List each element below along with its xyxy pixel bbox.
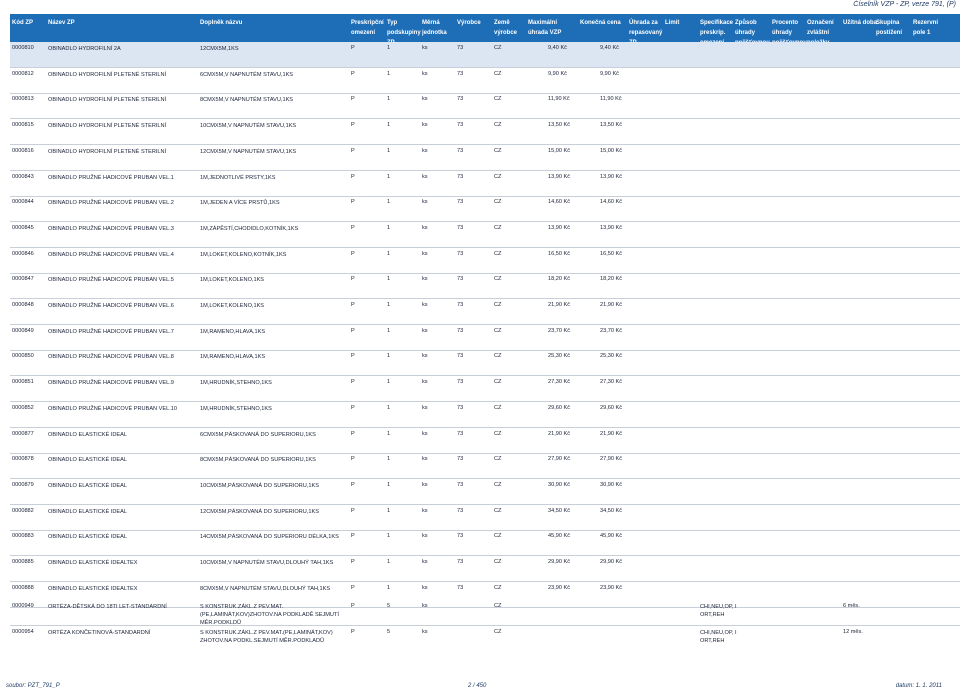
header-typ: Typ podskupiny [387, 20, 421, 36]
cell-zeme: CZ [494, 173, 502, 180]
table-row [10, 196, 960, 221]
footer-page-number: 2 / 450 [468, 683, 487, 689]
cell-doplnek: 1M,RAMENO,HLAVA,1KS [200, 328, 266, 335]
cell-typ: 1 [387, 430, 391, 437]
cell-maxuhrada: 23,70 Kč [548, 327, 571, 334]
cell-presk: P [351, 481, 355, 488]
cell-cena: 30,90 Kč [600, 481, 623, 488]
cell-vyrobce: 73 [457, 379, 464, 386]
cell-doplnek: 8CMX5M,V NAPNUTÉM STAVU,1KS [200, 97, 294, 104]
cell-typ: 1 [387, 584, 391, 591]
cell-mj: ks [422, 302, 428, 308]
cell-cena: 27,90 Kč [600, 456, 623, 463]
cell-zeme: CZ [494, 379, 502, 386]
cell-vyrobce: 73 [457, 456, 464, 463]
cell-kod: 0000852 [12, 404, 34, 411]
cell-typ: 1 [387, 481, 391, 488]
cell-doplnek: 1M,LOKET,KOLENO,1KS [200, 277, 265, 284]
cell-mj: ks [422, 276, 428, 283]
table-row [10, 145, 960, 170]
table-row [10, 453, 960, 478]
cell-vyrobce: 73 [457, 430, 464, 437]
cell-nazev: OBINADLO ELASTICKÉ IDEALTEX [48, 560, 138, 566]
cell-mj: ks [422, 603, 428, 609]
cell-typ: 5 [387, 629, 391, 635]
cell-zeme: CZ [494, 404, 502, 411]
cell-typ: 1 [387, 559, 391, 565]
cell-maxuhrada: 29,60 Kč [548, 404, 571, 411]
cell-nazev: OBINADLO PRUŽNÉ HADICOVÉ PRUBAN VEL.3 [48, 225, 174, 232]
cell-presk: P [351, 327, 355, 334]
cell-typ: 1 [387, 70, 391, 77]
cell-vyrobce: 73 [457, 507, 464, 514]
table-row [10, 505, 960, 530]
cell-cena: 13,90 Kč [600, 173, 623, 180]
cell-doplnek: 1M,RAMENO,HLAVA,1KS [200, 354, 266, 361]
cell-presk: P [351, 456, 355, 463]
cell-cena: 9,90 Kč [600, 70, 619, 77]
cell-doplnek: S KONSTRUK.ZÁKL.Z PEV.MAT.(PE,LAMINÁT,KOV) ZHOTOV.NA PODKL.SEJMUTÍ MĚR.PODKLADŮ [200, 630, 333, 644]
cell-uzitna: 6 měs. [843, 603, 860, 609]
cell-kod: 0000878 [12, 456, 34, 463]
cell-kod: 0000843 [12, 173, 34, 180]
cell-cena: 34,50 Kč [600, 507, 623, 514]
cell-kod: 0000954 [12, 629, 34, 635]
cell-cena: 45,90 Kč [600, 533, 623, 540]
cell-maxuhrada: 21,90 Kč [548, 430, 571, 437]
cell-cena: 18,20 Kč [600, 276, 623, 283]
cell-kod: 0000883 [12, 533, 34, 540]
cell-typ: 1 [387, 122, 391, 129]
cell-doplnek: 1M,JEDEN A VÍCE PRSTŮ,1KS [200, 200, 280, 207]
cell-cena: 23,70 Kč [600, 327, 623, 334]
cell-nazev: OBINADLO HYDROFILNÍ 2A [48, 46, 121, 52]
table-row [10, 530, 960, 555]
cell-nazev: OBINADLO PRUŽNÉ HADICOVÉ PRUBAN VEL.1 [48, 174, 174, 181]
table-row [10, 402, 960, 427]
cell-typ: 1 [387, 302, 391, 308]
cell-maxuhrada: 14,60 Kč [548, 199, 571, 206]
cell-maxuhrada: 21,90 Kč [548, 302, 571, 308]
cell-cena: 25,30 Kč [600, 353, 623, 360]
cell-maxuhrada: 9,90 Kč [548, 70, 567, 77]
cell-kod: 0000879 [12, 481, 34, 488]
table-row [10, 171, 960, 196]
cell-kod: 0000885 [12, 559, 34, 565]
cell-vyrobce: 73 [457, 302, 464, 308]
cell-typ: 1 [387, 404, 391, 411]
cell-zeme: CZ [494, 70, 502, 77]
cell-zeme: CZ [494, 199, 502, 206]
cell-typ: 1 [387, 147, 391, 154]
cell-mj: ks [422, 96, 428, 103]
cell-zeme: CZ [494, 603, 502, 609]
footer-file: soubor: PZT_791_P [6, 683, 60, 689]
table-header [10, 14, 960, 42]
cell-presk: P [351, 302, 355, 308]
cell-mj: ks [422, 379, 428, 386]
cell-zeme: CZ [494, 45, 502, 51]
table-row [10, 376, 960, 401]
cell-zeme: CZ [494, 456, 502, 463]
cell-kod: 0000882 [12, 507, 34, 514]
cell-doplnek: 10CMX5M,V NAPNUTÉM STAVU,DLOUHÝ TAH,1KS [200, 560, 334, 566]
cell-maxuhrada: 18,20 Kč [548, 276, 571, 283]
cell-maxuhrada: 25,30 Kč [548, 353, 571, 360]
cell-zeme: CZ [494, 353, 502, 360]
cell-cena: 13,90 Kč [600, 224, 623, 231]
table-row [10, 325, 960, 350]
cell-zeme: CZ [494, 302, 502, 308]
header-specifikace: Specifikace preskrip. [700, 20, 734, 36]
cell-zeme: CZ [494, 533, 502, 540]
cell-cena: 23,90 Kč [600, 584, 623, 591]
cell-nazev: OBINADLO HYDROFILNÍ PLETENÉ STERILNÍ [48, 148, 167, 155]
header-uzitna-doba: Užitná doba [843, 20, 877, 26]
cell-kod: 0000846 [12, 250, 34, 257]
header-zeme: Země výrobce [494, 20, 518, 36]
cell-vyrobce: 73 [457, 559, 464, 565]
cell-nazev: OBINADLO HYDROFILNÍ PLETENÉ STERILNÍ [48, 123, 167, 130]
cell-doplnek: 1M,LOKET,KOLENO,KOTNÍK,1KS [200, 251, 287, 258]
table-row [10, 222, 960, 247]
cell-nazev: OBINADLO PRUŽNÉ HADICOVÉ PRUBAN VEL.10 [48, 405, 178, 412]
cell-mj: ks [422, 430, 428, 437]
cell-vyrobce: 73 [457, 96, 464, 103]
cell-maxuhrada: 13,90 Kč [548, 173, 571, 180]
cell-vyrobce: 73 [457, 404, 464, 411]
cell-kod: 0000877 [12, 430, 34, 437]
cell-typ: 1 [387, 96, 391, 103]
cell-nazev: OBINADLO HYDROFILNÍ PLETENÉ STERILNÍ [48, 71, 167, 78]
cell-mj: ks [422, 481, 428, 488]
cell-zeme: CZ [494, 430, 502, 437]
cell-vyrobce: 73 [457, 327, 464, 334]
cell-spec: CHI,NEU,OP, I ORT,REH [700, 630, 737, 644]
cell-nazev: OBINADLO PRUŽNÉ HADICOVÉ PRUBAN VEL.8 [48, 354, 174, 361]
cell-cena: 11,90 Kč [600, 96, 622, 103]
header-skupina: Skupina postižení [876, 20, 903, 36]
cell-typ: 1 [387, 379, 391, 386]
cell-doplnek: 12CMX5M,1KS [200, 46, 239, 52]
cell-typ: 1 [387, 456, 391, 463]
cell-presk: P [351, 173, 355, 180]
header-uhrada-repas: Úhrada za repasovaný [629, 20, 663, 36]
cell-nazev: ORTÉZA KONČETINOVÁ-STANDARDNÍ [48, 630, 151, 636]
cell-nazev: ORTÉZA-DĚTSKÁ DO 18TI LET-STANDARDNÍ [48, 604, 167, 610]
header-merna-jednotka: Měrná jednotka [422, 20, 447, 36]
cell-doplnek: 1M,HRUDNÍK,STEHNO,1KS [200, 405, 272, 412]
cell-typ: 1 [387, 507, 391, 514]
cell-typ: 1 [387, 173, 391, 180]
cell-nazev: OBINADLO ELASTICKÉ IDEALTEX [48, 585, 138, 592]
footer-date: datum: 1. 1. 2011 [895, 683, 942, 689]
cell-presk: P [351, 584, 355, 591]
cell-nazev: OBINADLO PRUŽNÉ HADICOVÉ PRUBAN VEL.5 [48, 277, 174, 284]
cell-zeme: CZ [494, 481, 502, 488]
cell-maxuhrada: 45,90 Kč [548, 533, 571, 540]
header-zpusob-uhrady: Způsob úhrady [735, 20, 757, 36]
cell-vyrobce: 73 [457, 353, 464, 360]
cell-cena: 29,60 Kč [600, 404, 623, 411]
cell-zeme: CZ [494, 147, 502, 154]
cell-typ: 1 [387, 533, 391, 540]
table-row [10, 248, 960, 273]
cell-mj: ks [422, 250, 428, 257]
cell-nazev: OBINADLO HYDROFILNÍ PLETENÉ STERILNÍ [48, 97, 167, 104]
cell-typ: 1 [387, 327, 391, 334]
cell-presk: P [351, 199, 355, 206]
cell-doplnek: 6CMX5M,PÁSKOVANÁ DO SUPERIORU,1KS [200, 431, 316, 438]
cell-presk: P [351, 404, 355, 411]
cell-doplnek: 12CMX5M,PÁSKOVANÁ DO SUPERIORU,1KS [200, 508, 319, 515]
cell-kod: 0000888 [12, 584, 34, 591]
cell-mj: ks [422, 507, 428, 514]
cell-doplnek: 6CMX5M,V NAPNUTÉM STAVU,1KS [200, 71, 294, 78]
cell-nazev: OBINADLO PRUŽNÉ HADICOVÉ PRUBAN VEL.6 [48, 303, 174, 309]
cell-vyrobce: 73 [457, 122, 464, 129]
cell-presk: P [351, 629, 355, 635]
cell-doplnek: S KONSTRUK.ZÁKL.Z PEV.MAT.(PE,LAMINÁT,KOV)ZHOTOV.NA PODKLADĚ SEJMUTÍ MĚR.PODKLDŮ [200, 604, 339, 626]
cell-mj: ks [422, 122, 428, 129]
cell-presk: P [351, 70, 355, 77]
cell-nazev: OBINADLO PRUŽNÉ HADICOVÉ PRUBAN VEL.2 [48, 200, 174, 207]
cell-zeme: CZ [494, 327, 502, 334]
cell-cena: 21,90 Kč [600, 430, 623, 437]
cell-nazev: OBINADLO ELASTICKÉ IDEAL [48, 482, 127, 489]
cell-zeme: CZ [494, 122, 502, 129]
cell-cena: 27,30 Kč [600, 379, 623, 386]
cell-kod: 0000848 [12, 302, 34, 308]
cell-mj: ks [422, 199, 428, 206]
cell-maxuhrada: 13,90 Kč [548, 224, 571, 231]
cell-nazev: OBINADLO ELASTICKÉ IDEAL [48, 431, 127, 438]
cell-kod: 0000847 [12, 276, 34, 283]
header-kod: Kód ZP [12, 20, 33, 26]
cell-presk: P [351, 507, 355, 514]
cell-doplnek: 14CMX5M,PÁSKOVANÁ DO SUPERIORU DÉLKA,1KS [200, 534, 339, 541]
cell-vyrobce: 73 [457, 173, 464, 180]
cell-kod: 0000812 [12, 70, 34, 77]
cell-mj: ks [422, 404, 428, 411]
cell-spec: CHI,NEU,OP, I ORT,REH [700, 604, 737, 618]
cell-nazev: OBINADLO PRUŽNÉ HADICOVÉ PRUBAN VEL.9 [48, 380, 174, 387]
cell-doplnek: 10CMX5M,V NAPNUTÉM STAVU,1KS [200, 123, 297, 130]
cell-zeme: CZ [494, 276, 502, 283]
cell-maxuhrada: 11,90 Kč [548, 96, 570, 103]
header-nazev: Název ZP [48, 20, 75, 26]
table-row [10, 299, 960, 324]
cell-nazev: OBINADLO ELASTICKÉ IDEAL [48, 457, 127, 464]
cell-doplnek: 1M,HRUDNÍK,STEHNO,1KS [200, 380, 272, 387]
table-row [10, 93, 960, 118]
cell-vyrobce: 73 [457, 250, 464, 257]
cell-kod: 0000845 [12, 224, 34, 231]
table-row [10, 68, 960, 93]
cell-cena: 14,60 Kč [600, 199, 623, 206]
header-konecna-cena: Konečná cena [580, 20, 621, 26]
table-row [10, 42, 960, 67]
cell-zeme: CZ [494, 584, 502, 591]
cell-doplnek: 1M,LOKET,KOLENO,1KS [200, 303, 265, 309]
cell-mj: ks [422, 584, 428, 591]
cell-cena: 21,90 Kč [600, 302, 623, 308]
header-rezervni: Rezervní pole 1 [913, 20, 939, 36]
cell-maxuhrada: 27,90 Kč [548, 456, 571, 463]
cell-cena: 15,00 Kč [600, 147, 623, 154]
cell-maxuhrada: 27,30 Kč [548, 379, 571, 386]
cell-mj: ks [422, 70, 428, 77]
cell-kod: 0000850 [12, 353, 34, 360]
cell-cena: 9,40 Kč [600, 45, 619, 51]
cell-doplnek: 8CMX5M,V NAPNUTÉM STAVU,DLOUHÝ TAH,1KS [200, 585, 331, 592]
cell-presk: P [351, 122, 355, 129]
cell-kod: 0000844 [12, 199, 34, 206]
cell-mj: ks [422, 224, 428, 231]
cell-maxuhrada: 16,50 Kč [548, 250, 571, 257]
cell-vyrobce: 73 [457, 276, 464, 283]
cell-doplnek: 12CMX5M,V NAPNUTÉM STAVU,1KS [200, 148, 297, 155]
table-row [10, 556, 960, 581]
header-doplnek: Doplněk názvu [200, 20, 243, 26]
cell-vyrobce: 73 [457, 481, 464, 488]
cell-mj: ks [422, 45, 428, 51]
cell-vyrobce: 73 [457, 147, 464, 154]
cell-presk: P [351, 250, 355, 257]
cell-kod: 0000851 [12, 379, 34, 386]
cell-presk: P [351, 430, 355, 437]
cell-maxuhrada: 15,00 Kč [548, 147, 571, 154]
cell-nazev: OBINADLO ELASTICKÉ IDEAL [48, 508, 127, 515]
header-procento: Procento úhrady [772, 20, 799, 36]
cell-mj: ks [422, 353, 428, 360]
cell-vyrobce: 73 [457, 199, 464, 206]
cell-typ: 1 [387, 353, 391, 360]
cell-kod: 0000813 [12, 96, 34, 103]
cell-zeme: CZ [494, 96, 502, 103]
cell-presk: P [351, 533, 355, 540]
table-row [10, 600, 960, 625]
cell-maxuhrada: 9,40 Kč [548, 45, 567, 51]
cell-typ: 1 [387, 276, 391, 283]
cell-nazev: OBINADLO PRUŽNÉ HADICOVÉ PRUBAN VEL.7 [48, 328, 174, 335]
table-row [10, 350, 960, 375]
cell-vyrobce: 73 [457, 70, 464, 77]
cell-doplnek: 10CMX5M,PÁSKOVANÁ DO SUPERIORU,1KS [200, 482, 319, 489]
cell-maxuhrada: 29,90 Kč [548, 559, 571, 565]
cell-typ: 1 [387, 45, 391, 51]
cell-doplnek: 1M,ZÁPĚSTÍ,CHODIDLO,KOTNÍK,1KS [200, 225, 299, 232]
header-vyrobce: Výrobce [457, 20, 481, 26]
cell-vyrobce: 73 [457, 533, 464, 540]
cell-presk: P [351, 147, 355, 154]
cell-mj: ks [422, 456, 428, 463]
cell-zeme: CZ [494, 250, 502, 257]
cell-kod: 0000815 [12, 122, 34, 129]
cell-kod: 0000849 [12, 327, 34, 334]
header-max-uhrada: Maximální úhrada VZP [528, 20, 562, 36]
cell-typ: 1 [387, 224, 391, 231]
header-oznaceni: Označení zvláštní [807, 20, 834, 36]
cell-doplnek: 8CMX5M,PÁSKOVANÁ DO SUPERIORU,1KS [200, 457, 316, 464]
cell-presk: P [351, 559, 355, 565]
cell-doplnek: 1M,JEDNOTLIVÉ PRSTY,1KS [200, 174, 276, 181]
cell-kod: 0000816 [12, 147, 34, 154]
table-row [10, 479, 960, 504]
cell-uzitna: 12 měs. [843, 629, 863, 635]
cell-nazev: OBINADLO PRUŽNÉ HADICOVÉ PRUBAN VEL.4 [48, 251, 174, 258]
cell-mj: ks [422, 147, 428, 154]
header-limit: Limit [665, 20, 680, 26]
cell-zeme: CZ [494, 629, 502, 635]
cell-maxuhrada: 34,50 Kč [548, 507, 571, 514]
cell-kod: 0000949 [12, 603, 34, 609]
cell-mj: ks [422, 173, 428, 180]
cell-vyrobce: 73 [457, 224, 464, 231]
cell-cena: 13,50 Kč [600, 122, 623, 129]
cell-presk: P [351, 603, 355, 609]
header-preskripcni: Preskripční omezení [351, 20, 384, 36]
cell-vyrobce: 73 [457, 584, 464, 591]
table-row [10, 273, 960, 298]
cell-cena: 29,90 Kč [600, 559, 623, 565]
cell-presk: P [351, 45, 355, 51]
cell-presk: P [351, 379, 355, 386]
cell-typ: 1 [387, 199, 391, 206]
cell-presk: P [351, 96, 355, 103]
cell-typ: 5 [387, 603, 391, 609]
cell-maxuhrada: 23,90 Kč [548, 584, 571, 591]
table-row [10, 626, 960, 651]
cell-zeme: CZ [494, 507, 502, 514]
cell-zeme: CZ [494, 559, 502, 565]
cell-presk: P [351, 276, 355, 283]
cell-kod: 0000810 [12, 45, 34, 51]
table-row [10, 119, 960, 144]
cell-mj: ks [422, 533, 428, 540]
cell-maxuhrada: 13,50 Kč [548, 122, 571, 129]
cell-presk: P [351, 353, 355, 360]
cell-maxuhrada: 30,90 Kč [548, 481, 571, 488]
cell-typ: 1 [387, 250, 391, 257]
cell-mj: ks [422, 327, 428, 334]
cell-mj: ks [422, 559, 428, 565]
cell-vyrobce: 73 [457, 45, 464, 51]
cell-cena: 16,50 Kč [600, 250, 623, 257]
cell-mj: ks [422, 629, 428, 635]
table-row [10, 428, 960, 453]
cell-nazev: OBINADLO ELASTICKÉ IDEAL [48, 534, 127, 541]
cell-zeme: CZ [494, 224, 502, 231]
document-caption: Číselník VZP - ZP, verze 791, (P) [853, 1, 956, 8]
cell-presk: P [351, 224, 355, 231]
